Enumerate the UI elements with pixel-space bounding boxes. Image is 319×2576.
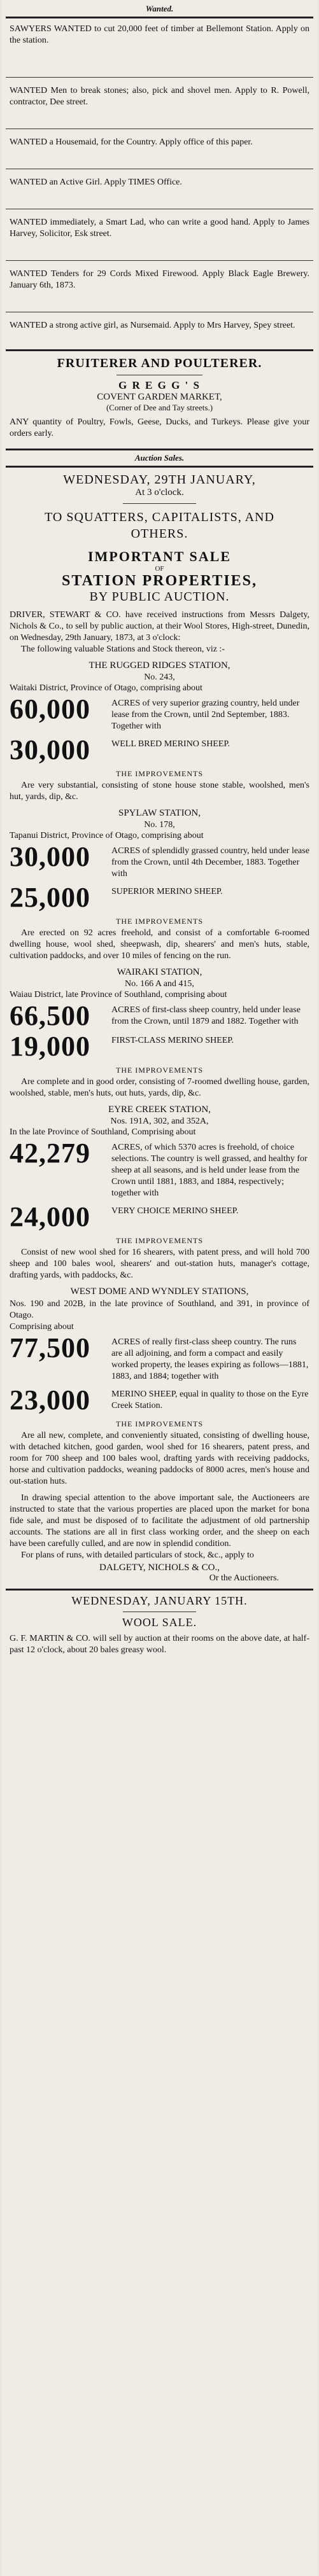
important-sale: IMPORTANT SALE [87, 548, 232, 564]
station-name: EYRE CREEK STATION, [108, 1104, 211, 1115]
business-address: (Corner of Dee and Tay streets.) [106, 403, 213, 412]
sheep-figure: 30,000 [10, 734, 90, 765]
signature-dalgety: DALGETY, NICHOLS & CO., [99, 1563, 220, 1573]
acres-text: ACRES of splendidly grassed country, held under lease from the Crown, until 4th December, 1883. Together with [111, 846, 309, 879]
acres-figure: 60,000 [10, 693, 90, 725]
ad-text: WANTED Men to break stones; also, pick and shovel men. Apply to R. Powell, contractor, Dee street. [10, 86, 309, 107]
station-name: WAIRAKI STATION, [117, 967, 202, 977]
divider [6, 17, 313, 18]
station-district: Comprising about [10, 1322, 74, 1332]
station-block [2, 1286, 317, 1487]
divider [6, 349, 313, 351]
divider [123, 503, 196, 504]
improvements-text: Are erected on 92 acres freehold, and consist of a comfortable 6-roomed dwelling house, wool shed, sheepwash, dip, shearers' and men's huts, stable, cultivation paddocks, and over 10 miles of fencing on the run. [10, 928, 309, 961]
ad-text: WANTED immediately, a Smart Lad, who can write a good hand. Apply to James Harvey, Solicitor, Esk street. [10, 218, 309, 239]
sheep-row [2, 1202, 317, 1232]
station-number: No. 166 A and 415, [125, 979, 194, 989]
by-public-auction: BY PUBLIC AUCTION. [89, 590, 230, 604]
acres-text: ACRES, of which 5370 acres is freehold, of choice selections. The country is well grassed, and healthy for sheep at all seasons, and is held under lease from the Crown until 1881, 1883, and 1884, respectively; together with [111, 1143, 308, 1198]
station-name: THE RUGGED RIDGES STATION, [89, 660, 230, 671]
station-district: Tapanui District, Province of Otago, comprising about [10, 831, 204, 840]
sheep-row [2, 882, 317, 913]
ad-text: WANTED Tenders for 29 Cords Mixed Firewood. Apply Black Eagle Brewery. January 6th, 1873. [10, 269, 309, 290]
wanted-ad [2, 173, 317, 205]
station-district: Waitaki District, Province of Otago, comprising about [10, 683, 202, 693]
acres-text: ACRES of first-class sheep country, held under lease from the Crown, until 1879 and 1882. Together with [111, 1005, 301, 1026]
sheep-figure: 19,000 [10, 1031, 90, 1062]
newspaper-page [2, 0, 317, 2576]
improvements-label: THE IMPROVEMENTS [115, 917, 203, 926]
sheep-text: SUPERIOR MERINO SHEEP. [111, 887, 223, 896]
station-block [2, 808, 317, 962]
fruiterer-body: ANY quantity of Poultry, Fowls, Geese, Ducks, and Turkeys. Please give your orders early. [10, 417, 309, 438]
station-number: No. 178, [144, 820, 175, 830]
wanted-header: Wanted. [145, 4, 174, 13]
auction-header: Auction Sales. [134, 453, 185, 463]
wanted-ad [2, 81, 317, 125]
closing-paragraph: In drawing special attention to the above important sale, the Auctioneers are instructed to state that the various properties are placed upon the market for bona fide sale, and must be disposed of to facilitate the adjustment of old partnership accounts. The stations are all in first class working order, and the sheep on each have been carefully culled, and are now in splendid condition. [10, 1493, 309, 1549]
acres-figure: 42,279 [10, 1138, 90, 1169]
wanted-ad [2, 133, 317, 165]
sheep-figure: 24,000 [10, 1201, 90, 1232]
station-block [2, 660, 317, 803]
auction-section [2, 452, 317, 1584]
fruiterer-ad [2, 352, 317, 447]
business-subtitle: COVENT GARDEN MARKET, [97, 392, 222, 402]
improvements-text: Are all new, complete, and conveniently situated, consisting of dwelling house, with detached kitchen, good garden, wool shed for 16 shearers, patent press, and room for 700 sheep and 100 bales wool, drafting yards with receiving paddocks, horse and cultivation paddocks, weaning paddocks of 8000 acres, men's house and out-station huts. [10, 1431, 309, 1486]
ad-text: WANTED an Active Girl. Apply TIMES Office. [10, 178, 182, 187]
auction-following: The following valuable Stations and Stock thereon, viz :- [21, 644, 225, 654]
acres-row [2, 694, 317, 735]
closing-apply: For plans of runs, with detailed particulars of stock, &c., apply to [21, 1550, 254, 1560]
ad-text: WANTED a strong active girl, as Nursemaid. Apply to Mrs Harvey, Spey street. [10, 321, 295, 330]
acres-row [2, 1138, 317, 1202]
sheep-text: VERY CHOICE MERINO SHEEP. [111, 1206, 239, 1216]
fruiterer-heading: FRUITERER AND POULTERER. [57, 356, 262, 370]
wanted-ad [2, 316, 317, 348]
acres-text: ACRES of really first-class sheep country. The runs are all adjoining, and form a compact and easily worked property, the leases expiring as follows—1881, 1883, and 1884; together with [111, 1337, 309, 1381]
divider [6, 260, 313, 261]
station-number: Nos. 191A, 302, and 352A, [110, 1117, 209, 1126]
auction-intro: DRIVER, STEWART & CO. have received instructions from Messrs Dalgety, Nichols & Co., to sell by public auction, at their Wool Stores, High-street, Dunedin, on Wednesday, 29th January, 1873, at 3 o'clock: [10, 610, 309, 643]
improvements-text: Are complete and in good order, consisting of 7-roomed dwelling house, garden, woolshed, stable, men's huts, out huts, yards, dip, &c. [10, 1077, 309, 1098]
wanted-ad [2, 213, 317, 256]
improvements-text: Are very substantial, consisting of stone house stone stable, woolshed, men's hut, yards, dip, &c. [10, 781, 309, 802]
ad-text: WANTED a Housemaid, for the Country. Apply office of this paper. [10, 137, 253, 147]
station-properties: STATION PROPERTIES, [62, 573, 257, 589]
station-block [2, 1104, 317, 1281]
sheep-figure: 25,000 [10, 882, 90, 913]
sheep-text: MERINO SHEEP, equal in quality to those on the Eyre Creek Station. [111, 1389, 309, 1410]
station-block [2, 967, 317, 1099]
acres-text: ACRES of very superior grazing country, held under lease from the Crown, until 2nd September, 1883. Together with [111, 699, 300, 731]
acres-row [2, 842, 317, 882]
improvements-label: THE IMPROVEMENTS [115, 1236, 203, 1245]
sheep-row [2, 1031, 317, 1062]
station-name: WEST DOME AND WYNDLEY STATIONS, [70, 1286, 249, 1297]
acres-row [2, 1001, 317, 1031]
sheep-row [2, 735, 317, 765]
divider [6, 77, 313, 78]
acres-figure: 30,000 [10, 841, 90, 872]
wool-date: WEDNESDAY, JANUARY 15TH. [71, 1594, 248, 1607]
divider [6, 466, 313, 468]
station-name: SPYLAW STATION, [118, 808, 201, 818]
station-district: Waiau District, late Province of Southland, comprising about [10, 990, 227, 999]
acres-figure: 66,500 [10, 1000, 90, 1031]
wanted-ad [2, 265, 317, 308]
station-number: Nos. 190 and 202B, in the late province of Southland, and 391, in province of Otago. [10, 1299, 309, 1320]
improvements-label: THE IMPROVEMENTS [115, 769, 203, 778]
sheep-figure: 23,000 [10, 1384, 90, 1416]
to-squatters: TO SQUATTERS, CAPITALISTS, AND OTHERS. [45, 510, 274, 541]
improvements-text: Consist of new wool shed for 16 shearers, with patent press, and will hold 700 sheep and 100 bales wool, shearers' and out-station huts, manager's cottage, drafting yards, with paddocks, &c. [10, 1248, 309, 1280]
wanted-ad [2, 20, 317, 73]
wool-title: WOOL SALE. [122, 1616, 197, 1629]
wool-sale-ad [2, 1594, 317, 1660]
business-name: G R E G G ' S [118, 379, 201, 391]
auction-time: At 3 o'clock. [135, 487, 184, 498]
signature-auctioneers: Or the Auctioneers. [209, 1573, 279, 1583]
wool-body: G. F. MARTIN & CO. will sell by auction at their rooms on the above date, at half-past 12 o'clock, about 20 bales greasy wool. [10, 1634, 309, 1655]
improvements-label: THE IMPROVEMENTS [115, 1419, 203, 1428]
improvements-label: THE IMPROVEMENTS [115, 1066, 203, 1075]
of-label: OF [155, 565, 164, 573]
divider [6, 449, 313, 450]
station-number: No. 243, [144, 672, 175, 682]
station-district: In the late Province of Southland, Comprising about [10, 1127, 196, 1137]
ad-text: SAWYERS WANTED to cut 20,000 feet of timber at Bellemont Station. Apply on the station. [10, 24, 309, 45]
sheep-text: WELL BRED MERINO SHEEP. [111, 739, 230, 749]
acres-row [2, 1333, 317, 1385]
wanted-section [2, 0, 317, 351]
sheep-text: FIRST-CLASS MERINO SHEEP. [111, 1036, 234, 1045]
divider [6, 1589, 313, 1591]
acres-figure: 77,500 [10, 1332, 90, 1363]
auction-date: WEDNESDAY, 29TH JANUARY, [63, 473, 256, 487]
sheep-row [2, 1385, 317, 1416]
